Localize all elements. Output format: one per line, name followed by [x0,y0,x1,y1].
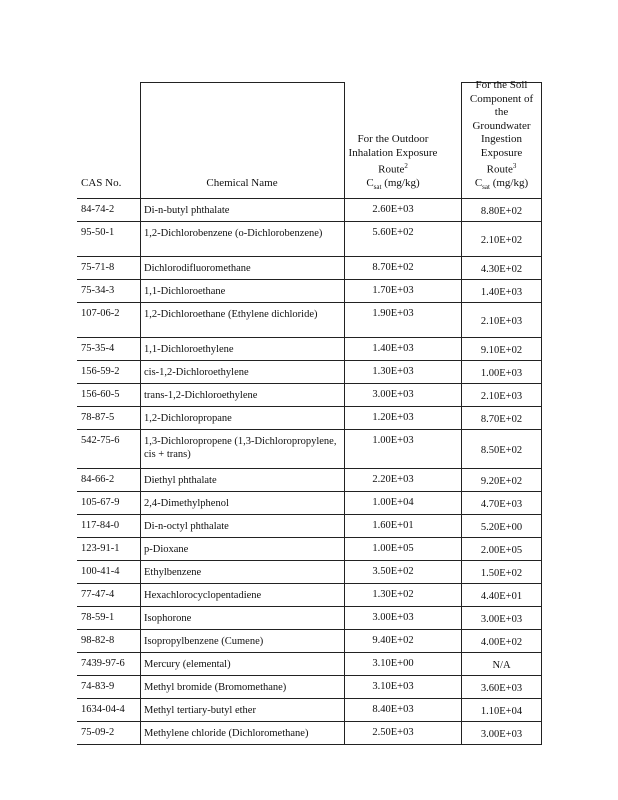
outdoor-inhalation-value: 2.50E+03 [372,727,414,738]
header-soil-unit [461,177,542,195]
cas-number: 75-71-8 [81,262,115,273]
outdoor-inhalation-value: 1.40E+03 [372,343,414,354]
soil-groundwater-value: 1.40E+03 [480,287,523,298]
chemical-name: cis-1,2-Dichloroethylene [144,367,249,378]
table-header [77,79,542,199]
table-row [77,361,542,384]
soil-groundwater-value: 2.10E+03 [480,391,523,402]
cas-number: 123-91-1 [81,543,120,554]
outdoor-inhalation-value: 3.10E+00 [372,658,414,669]
unit-label: (mg/kg) [489,177,529,190]
footnote-marker: 3 [512,162,517,171]
table-row [77,538,542,561]
header-outdoor-inhalation [344,133,442,195]
header-outdoor-line: Inhalation Exposure [348,146,438,159]
cas-number: 84-66-2 [81,474,115,485]
column-divider [140,384,141,406]
soil-groundwater-value: 2.00E+05 [480,545,523,556]
outdoor-inhalation-value: 3.50E+02 [372,566,414,577]
header-soil-line [461,160,542,177]
outdoor-inhalation-value: 3.00E+03 [372,612,414,623]
column-divider [140,699,141,721]
table-row [77,607,542,630]
cas-number: 84-74-2 [81,204,115,215]
column-divider [140,338,141,360]
outdoor-inhalation-value: 1.00E+04 [372,497,414,508]
cas-number: 7439-97-6 [81,658,125,669]
soil-groundwater-value: 5.20E+00 [480,522,523,533]
chemical-name: 1,1-Dichloroethane [144,286,226,297]
soil-groundwater-value: 1.00E+03 [480,368,523,379]
column-divider [140,407,141,429]
column-divider [140,199,141,221]
outdoor-inhalation-value: 1.20E+03 [372,412,414,423]
table-row [77,469,542,492]
outdoor-inhalation-value: 3.00E+03 [372,389,414,400]
chemical-saturation-table [77,79,542,745]
outdoor-inhalation-value: 2.60E+03 [372,204,414,215]
outdoor-inhalation-value: 1.00E+05 [372,543,414,554]
soil-groundwater-value: 1.10E+04 [480,706,523,717]
table-row [77,492,542,515]
header-outdoor-route: Route [378,163,405,176]
header-outdoor-unit [344,177,442,195]
soil-groundwater-value: 2.10E+02 [480,235,523,246]
cas-number: 100-41-4 [81,566,120,577]
soil-groundwater-value: N/A [492,660,511,671]
soil-groundwater-value: 8.70E+02 [480,414,523,425]
table-row [77,222,542,257]
table-row [77,384,542,407]
column-divider [140,222,141,256]
column-divider [140,538,141,560]
cas-number: 78-87-5 [81,412,115,423]
chemical-name: Ethylbenzene [144,567,202,578]
chemical-name: p-Dioxane [144,544,189,555]
header-soil-route: Route [486,163,513,176]
header-soil-groundwater [461,79,542,195]
outdoor-inhalation-value: 1.30E+02 [372,589,414,600]
table-body [77,199,542,745]
table-row [77,338,542,361]
column-divider [140,515,141,537]
table-row [77,280,542,303]
column-divider [140,584,141,606]
unit-symbol: C [366,177,374,190]
column-divider [140,676,141,698]
table-row [77,722,542,745]
footnote-marker: 2 [404,162,408,171]
soil-groundwater-value: 8.80E+02 [480,206,523,217]
outdoor-inhalation-value: 2.20E+03 [372,474,414,485]
outdoor-inhalation-value: 1.90E+03 [372,308,414,319]
table-row [77,199,542,222]
chemical-name: Di-n-octyl phthalate [144,521,229,532]
column-divider [140,280,141,302]
table-row [77,584,542,607]
outdoor-inhalation-value: 9.40E+02 [372,635,414,646]
soil-groundwater-value: 4.70E+03 [480,499,523,510]
unit-symbol: C [474,177,483,190]
header-cas-no: CAS No. [81,177,122,189]
table-row [77,303,542,338]
table-row [77,653,542,676]
outdoor-inhalation-value: 8.40E+03 [372,704,414,715]
soil-groundwater-value: 3.00E+03 [480,729,523,740]
column-divider [140,257,141,279]
column-divider [140,430,141,468]
cas-number: 156-60-5 [81,389,120,400]
soil-groundwater-value: 2.10E+03 [480,316,523,327]
table-row [77,407,542,430]
column-divider [140,361,141,383]
cas-number: 75-34-3 [81,285,115,296]
header-soil-line: Component of [469,92,534,105]
soil-groundwater-value: 8.50E+02 [480,445,523,456]
soil-groundwater-value: 9.10E+02 [480,345,523,356]
column-divider [140,469,141,491]
chemical-name: 2,4-Dimethylphenol [144,498,229,509]
cas-number: 77-47-4 [81,589,115,600]
cas-number: 75-09-2 [81,727,115,738]
chemical-name: Di-n-butyl phthalate [144,205,230,216]
chemical-name: Isopropylbenzene (Cumene) [144,636,264,647]
outdoor-inhalation-value: 5.60E+02 [372,227,414,238]
unit-subscript: sat [482,183,490,192]
chemical-name: 1,1-Dichloroethylene [144,344,234,355]
chemical-name: 1,3-Dichloropropene (1,3-Dichloropropylene, cis + trans) [144,436,337,460]
header-outdoor-line [344,160,442,177]
chemical-name: Diethyl phthalate [144,475,217,486]
chemical-name: Isophorone [144,613,192,624]
soil-groundwater-value: 4.30E+02 [480,264,523,275]
column-divider [140,607,141,629]
column-divider [140,561,141,583]
cas-number: 98-82-8 [81,635,115,646]
table-row [77,630,542,653]
soil-groundwater-value: 3.00E+03 [480,614,523,625]
column-divider [140,630,141,652]
table-row [77,561,542,584]
chemical-name: Methyl bromide (Bromomethane) [144,682,287,693]
cas-number: 107-06-2 [81,308,120,319]
header-outdoor-line: For the Outdoor [357,133,429,146]
outdoor-inhalation-value: 8.70E+02 [372,262,414,273]
chemical-name: Methyl tertiary-butyl ether [144,705,256,716]
outdoor-inhalation-value: 1.00E+03 [372,435,414,446]
cas-number: 156-59-2 [81,366,120,377]
chemical-name: 1,2-Dichloropropane [144,413,232,424]
column-divider [140,492,141,514]
chemical-name: 1,2-Dichlorobenzene (o-Dichlorobenzene) [144,228,323,239]
cas-number: 117-84-0 [81,520,120,531]
cas-number: 95-50-1 [81,227,115,238]
chemical-name: Mercury (elemental) [144,659,231,670]
header-soil-line: Ingestion [481,133,522,146]
soil-groundwater-value: 9.20E+02 [480,476,523,487]
cas-number: 1634-04-4 [81,704,125,715]
soil-groundwater-value: 4.40E+01 [480,591,523,602]
table-row [77,515,542,538]
cas-number: 74-83-9 [81,681,115,692]
header-soil-line: Groundwater [472,119,531,132]
cas-number: 105-67-9 [81,497,120,508]
column-divider [140,303,141,337]
cas-number: 542-75-6 [81,435,120,446]
header-soil-line: the [494,106,509,119]
unit-subscript: sat [373,183,382,192]
soil-groundwater-value: 4.00E+02 [480,637,523,648]
outdoor-inhalation-value: 1.30E+03 [372,366,414,377]
chemical-name: 1,2-Dichloroethane (Ethylene dichloride) [144,309,318,320]
outdoor-inhalation-value: 1.60E+01 [372,520,414,531]
soil-groundwater-value: 3.60E+03 [480,683,523,694]
soil-groundwater-value: 1.50E+02 [480,568,523,579]
header-chemical-name: Chemical Name [206,177,278,189]
unit-label: (mg/kg) [381,177,420,190]
chemical-name: Dichlorodifluoromethane [144,263,251,274]
header-soil-line: For the Soil [475,79,528,92]
cas-number: 78-59-1 [81,612,115,623]
outdoor-inhalation-value: 1.70E+03 [372,285,414,296]
table-row [77,257,542,280]
header-soil-line: Exposure [480,146,523,159]
chemical-name: Methylene chloride (Dichloromethane) [144,728,309,739]
chemical-name: Hexachlorocyclopentadiene [144,590,262,601]
cas-number: 75-35-4 [81,343,115,354]
table-row [77,676,542,699]
column-divider [140,653,141,675]
outdoor-inhalation-value: 3.10E+03 [372,681,414,692]
chemical-name: trans-1,2-Dichloroethylene [144,390,258,401]
header-top-rule [140,82,345,83]
column-divider [140,722,141,744]
table-row [77,699,542,722]
table-row [77,430,542,469]
